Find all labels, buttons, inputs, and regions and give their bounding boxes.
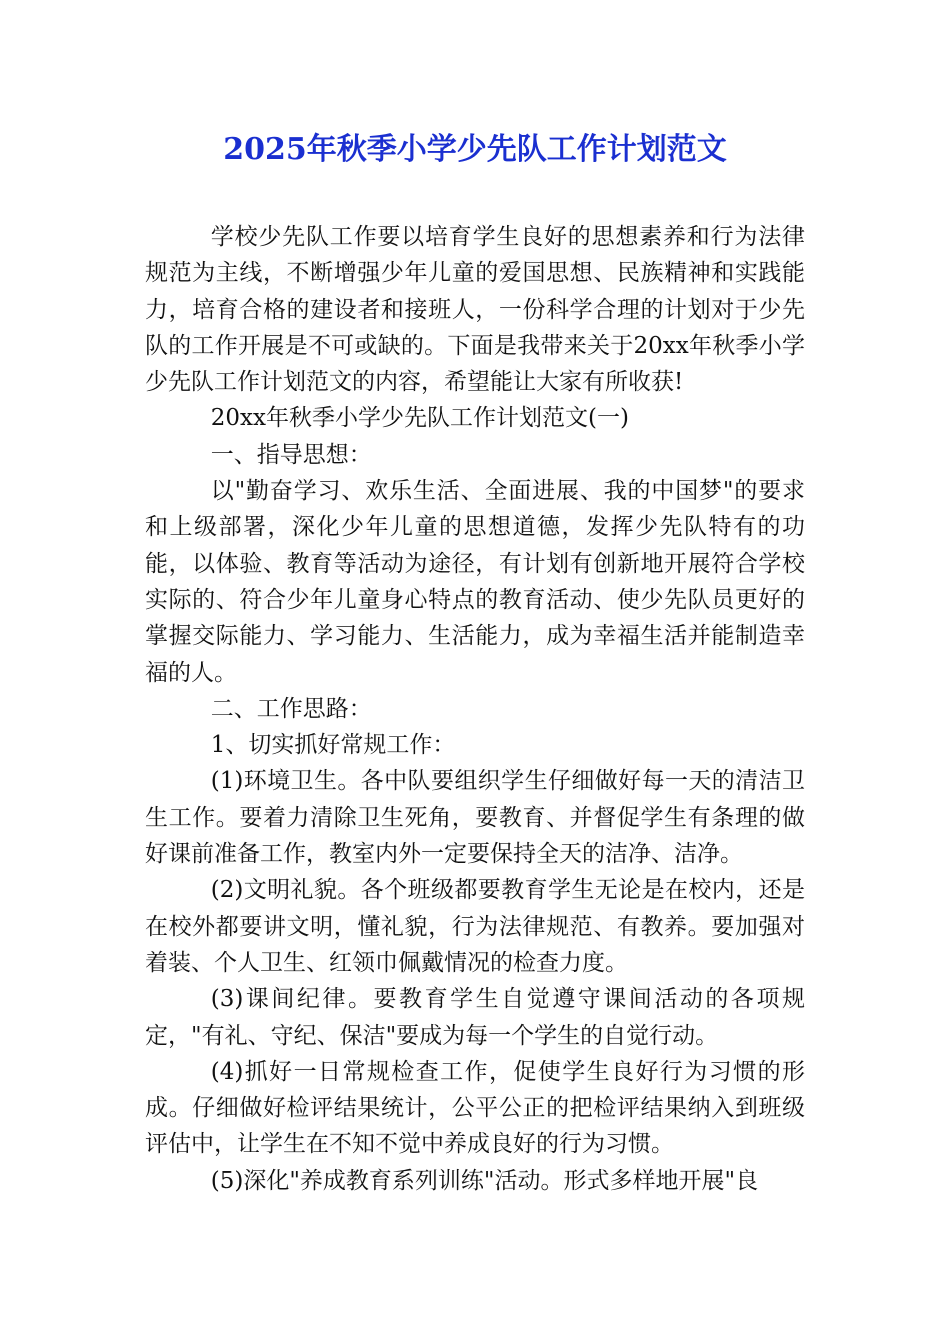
heading-guiding-ideology: 一、指导思想： <box>210 441 372 468</box>
document-body <box>145 219 805 1199</box>
heading-work-approach: 二、工作思路： <box>210 695 372 722</box>
paragraph-item-1: (1)环境卫生。各中队要组织学生仔细做好每一天的清洁卫生工作。要着力清除卫生死角，要教育、并督促学生有条理的做好课前准备工作，教室内外一定要保持全天的洁净、洁净。 <box>145 768 805 868</box>
section-title: 20xx年秋季小学少先队工作计划范文(一) <box>210 405 629 432</box>
paragraph-item-2: (2)文明礼貌。各个班级都要教育学生无论是在校内，还是在校外都要讲文明，懂礼貌，行为法律规范、有教养。要加强对着装、个人卫生、红领巾佩戴情况的检查力度。 <box>145 877 805 976</box>
heading-routine-work: 1、切实抓好常规工作： <box>210 732 456 759</box>
intro-paragraph: 学校少先队工作要以培育学生良好的思想素养和行为法律规范为主线，不断增强少年儿童的爱国思想、民族精神和实践能力，培育合格的建设者和接班人，一份科学合理的计划对于少先队的工作开展是不可或缺的。下面是我带来关于20xx年秋季小学少先队工作计划范文的内容，希望能让大家有所收获! <box>145 224 805 396</box>
paragraph-item-5: (5)深化"养成教育系列训练"活动。形式多样地开展"良 <box>210 1167 759 1194</box>
paragraph-guiding-ideology: 以"勤奋学习、欢乐生活、全面进展、我的中国梦"的要求和上级部署，深化少年儿童的思想道德，发挥少先队特有的功能，以体验、教育等活动为途径，有计划有创新地开展符合学校实际的、符合少年儿童身心特点的教育活动、使少先队员更好的掌握交际能力、学习能力、生活能力，成为幸福生活并能制造幸福的人。 <box>145 478 805 686</box>
paragraph-item-3: (3)课间纪律。要教育学生自觉遵守课间活动的各项规定，"有礼、守纪、保洁"要成为每一个学生的自觉行动。 <box>145 986 805 1049</box>
document-title: 2025年秋季小学少先队工作计划范文 <box>223 132 727 167</box>
paragraph-item-4: (4)抓好一日常规检查工作，促使学生良好行为习惯的形成。仔细做好检评结果统计，公平公正的把检评结果纳入到班级评估中，让学生在不知不觉中养成良好的行为习惯。 <box>145 1058 805 1158</box>
